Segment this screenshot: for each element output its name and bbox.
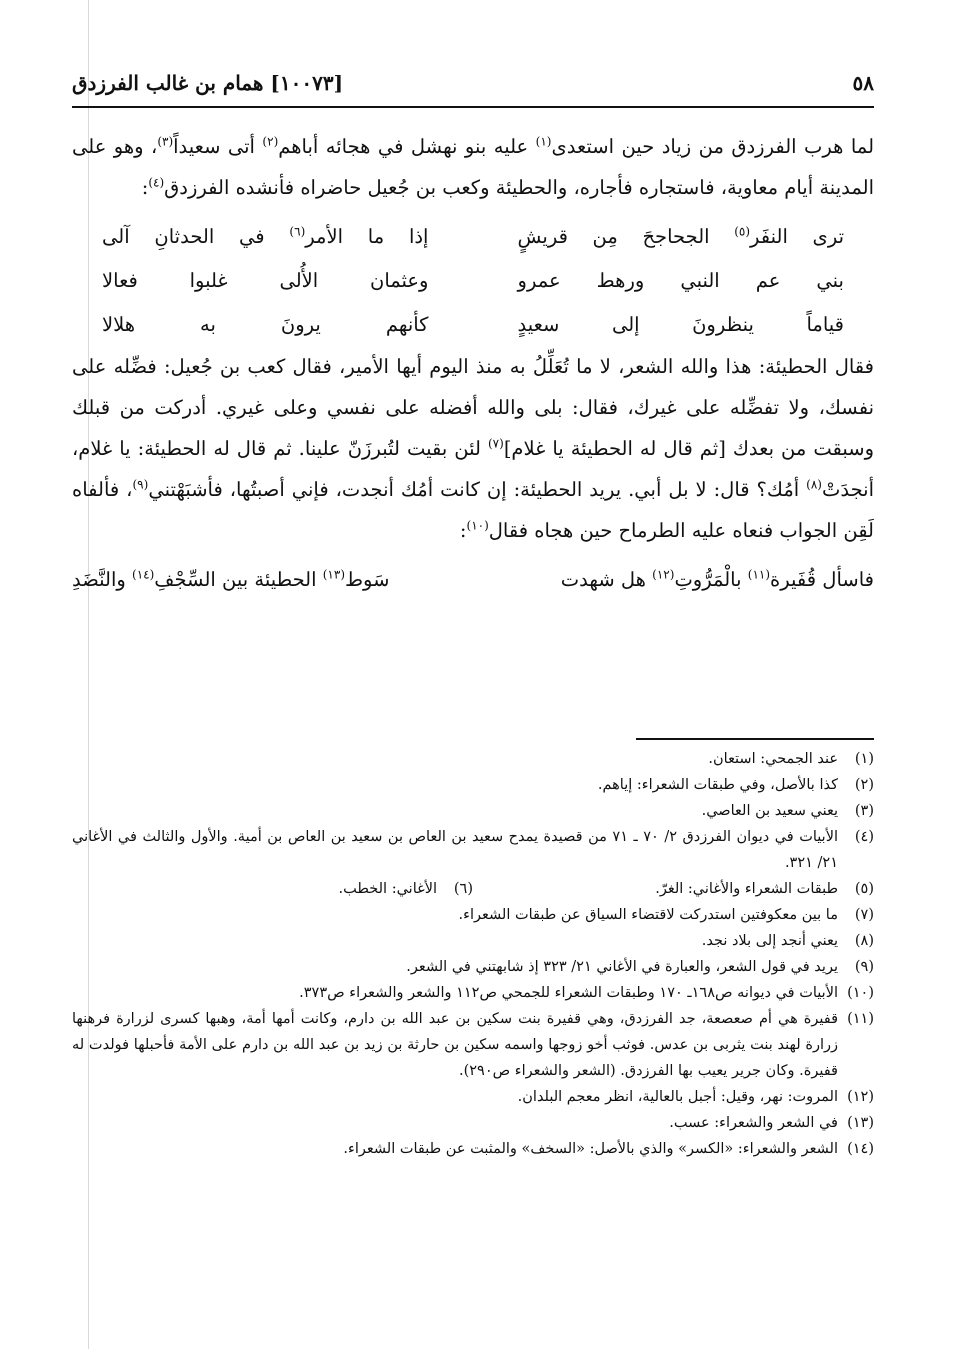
hemistich-first: ترى النفَر$^{(٥)}$ الجحاجحَ مِن قريشٍ — [517, 224, 844, 248]
page-number: ٥٨ — [852, 71, 874, 95]
hemistich-second: إذا ما الأمر$^{(٦)}$ في الحدثانِ آلى — [102, 224, 429, 248]
footnote-ref: (٤) — [148, 175, 165, 190]
footnote-ref: (٩) — [132, 477, 149, 492]
footnote: (٥) طبقات الشعراء والأغاني: الغرّ. — [655, 881, 874, 897]
footnote-ref: (١) — [535, 134, 552, 149]
footnote: (١٠) الأبيات في ديوانه ص١٦٨ـ ١٧٠ وطبقات الشعراء للجمحي ص١١٢ والشعر والشعراء ص٣٧٣. — [299, 985, 874, 1001]
hemistich-first: بني عم النبي ورهط عمرو — [517, 268, 844, 292]
verse-line — [102, 214, 844, 258]
footnote-ref: (٣) — [157, 134, 174, 149]
footnote: (٣) يعني سعيد بن العاصي. — [701, 803, 874, 819]
footnote: (١٤) الشعر والشعراء: «الكسر» والذي بالأصل: «السخف» والمثبت عن طبقات الشعراء. — [343, 1141, 874, 1157]
paragraph-intro: لما هرب الفرزدق من زياد حين استعدى$^{(١)}$ عليه بنو نهشل في هجائه أباهم$^{(٢)}$ أتى سعيداً$^{(٣)}$، وهو على المدينة أيام معاوية، فاستجاره فأجاره، والحطيئة وكعب بن جُعيل حاضراه فأنشده الفرزدق$^{(٤)}$: — [72, 134, 875, 199]
footnote: (١٢) المروت: نهر، وقيل: أجبل بالعالية، انظر معجم البلدان. — [517, 1089, 874, 1105]
verse-line — [102, 258, 844, 302]
paragraph-dialogue: فقال الحطيئة: هذا والله الشعر، لا ما تُعَلِّلُ به منذ اليوم أيها الأمير، فقال كعب بن جُعيل: فضِّله على نفسك، ولا تفضِّله على غيرك، فقال: بلى والله أفضله على نفسي وعلى غيري. أدركت من قبلك وسبقت من بعدك [ثم قال له الحطيئة يا غلام]$^{(٧)}$ لئن بقيت لتُبرزَنّ علينا. ثم قال له الحطيئة: يا غلام، أنجدَتْ$^{(٨)}$ أمُك؟ قال: لا بل أبي. يريد الحطيئة: إن كانت أمُك أنجدت، فإني أصبتُها، فأشبَهْتني$^{(٩)}$، فألفاه لَقِن الجواب فنعاه عليه الطرماح حين هجاه فقال$^{(١٠)}$: — [72, 355, 875, 542]
footnote-pair — [72, 876, 874, 902]
footnote: (٦) الأغاني: الخطب. — [338, 881, 473, 897]
verse-line — [72, 559, 874, 600]
hemistich-second: وعثمان الأُلى غلبوا فعالا — [102, 268, 429, 292]
footnote: (٢) كذا بالأصل، وفي طبقات الشعراء: إياهم. — [597, 777, 874, 793]
footnote: (٨) يعني أنجد إلى بلاد نجد. — [701, 933, 874, 949]
poem — [102, 214, 844, 346]
footnote: (٧) ما بين معكوفتين استدركت لاقتضاء السياق عن طبقات الشعراء. — [458, 907, 874, 923]
footnote-rule — [636, 738, 874, 740]
hemistich-second: سَوط$^{(١٣)}$ الحطيئة بين السِّجْفِ$^{(١٤)}$ والنَّضَدِ — [72, 567, 390, 591]
main-text — [72, 126, 874, 600]
footnote: (١١) قفيرة هي أم صعصعة، جد الفرزدق، وهي قفيرة بنت سكين بن عبد الله بن دارم، وكانت أمها أمة، وهبها كسرى لزرارة فرهنها زرارة لهند بنت يثربى بن عدس. فوثب أخو زوجها واسمه سكين بن حارثة بن زيد بن عبد الله بن دارم على الأمة فأحبلها فولدت له قفيرة. وكان جرير يعيب بها الفرزدق. (الشعر والشعراء ص٢٩٠). — [72, 1011, 874, 1079]
running-title: [١٠٠٧٣] همام بن غالب الفرزدق — [72, 71, 344, 95]
header-rule — [72, 106, 874, 108]
page-header — [72, 66, 874, 100]
hemistich-second: كأنهم يرونَ به هلالا — [102, 312, 429, 336]
footnote-ref: (١٠) — [466, 518, 489, 533]
footnote: (٤) الأبيات في ديوان الفرزدق ٢/ ٧٠ ـ ٧١ من قصيدة يمدح سعيد بن العاص بن سعيد بن العاص بن أمية. والأول والثالث في الأغاني ٢١/ ٣٢١. — [72, 829, 874, 871]
footnotes — [72, 746, 874, 1162]
hemistich-first: فاسأل قُفَيرة$^{(١١)}$ بالْمَرُّوتِ$^{(١٢)}$ هل شهدت — [560, 567, 874, 591]
footnote-ref: (٧) — [487, 436, 504, 451]
footnote: (١) عند الجمحي: استعان. — [708, 751, 874, 767]
verse-line — [102, 302, 844, 346]
footnote: (٩) يريد في قول الشعر، والعبارة في الأغاني ٢١/ ٣٢٣ إذ شابهتني في الشعر. — [406, 959, 874, 975]
footnote-ref: (٢) — [262, 134, 279, 149]
footnote: (١٣) في الشعر والشعراء: عسب. — [669, 1115, 874, 1131]
hemistich-first: قياماً ينظرونَ إلى سعيدٍ — [517, 312, 844, 336]
footnote-ref: (٨) — [806, 477, 822, 492]
